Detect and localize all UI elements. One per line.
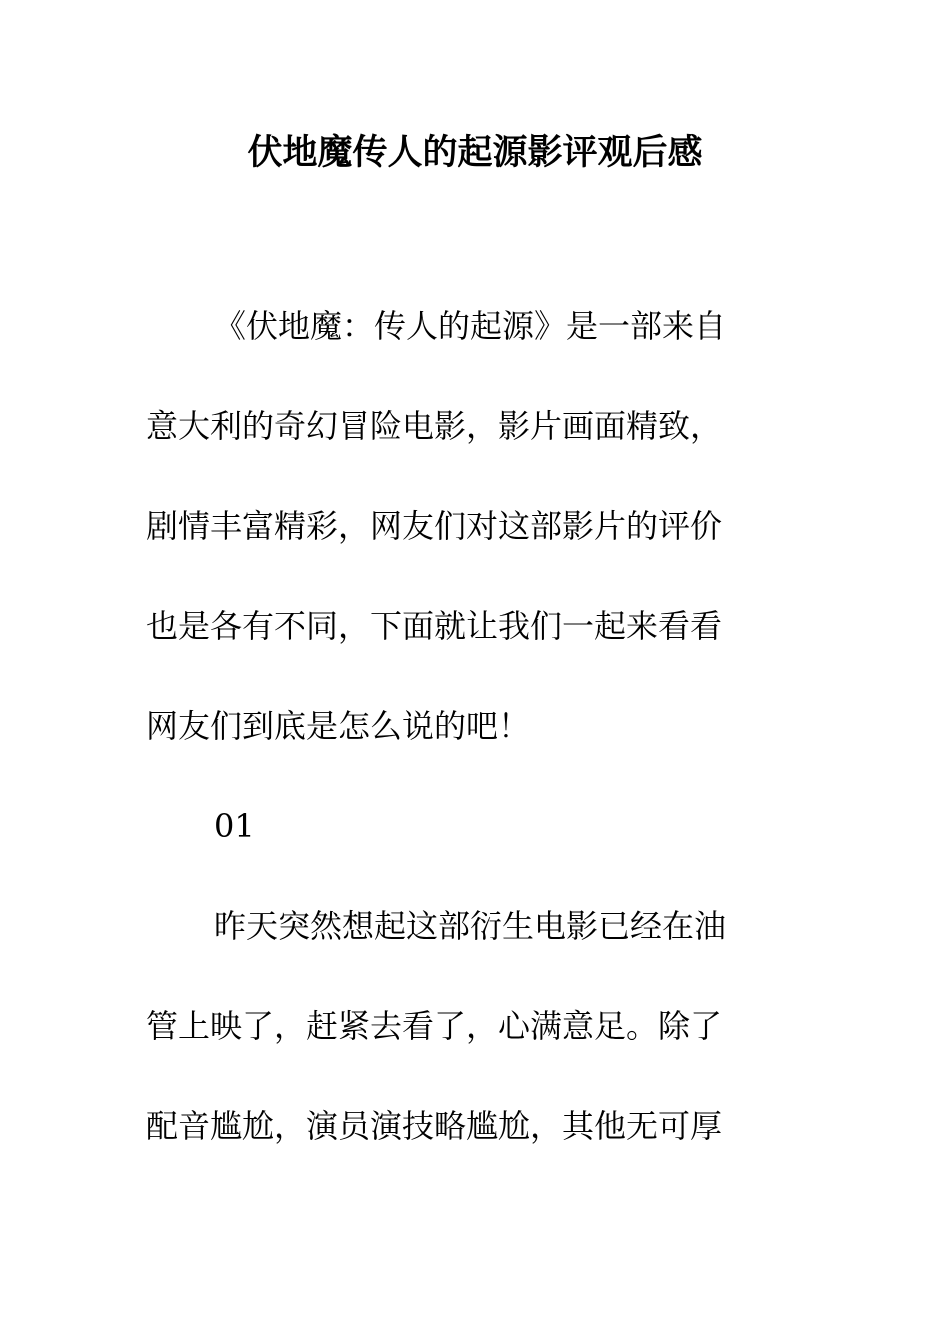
paragraph-line: 《伏地魔：传人的起源》是一部来自 bbox=[214, 307, 727, 345]
paragraph-line: 剧情丰富精彩，网友们对这部影片的评价 bbox=[146, 507, 723, 545]
paragraph-line: 网友们到底是怎么说的吧！ bbox=[146, 707, 531, 745]
paragraph-line: 昨天突然想起这部衍生电影已经在油 bbox=[214, 907, 727, 945]
document-title: 伏地魔传人的起源影评观后感 bbox=[247, 132, 703, 173]
paragraph-line: 管上映了，赶紧去看了，心满意足。除了 bbox=[146, 1007, 723, 1045]
paragraph-line: 配音尴尬，演员演技略尴尬，其他无可厚 bbox=[146, 1107, 723, 1145]
section-number: 01 bbox=[214, 807, 255, 845]
paragraph-line: 意大利的奇幻冒险电影，影片画面精致， bbox=[146, 407, 723, 445]
paragraph-line: 也是各有不同，下面就让我们一起来看看 bbox=[146, 607, 723, 645]
